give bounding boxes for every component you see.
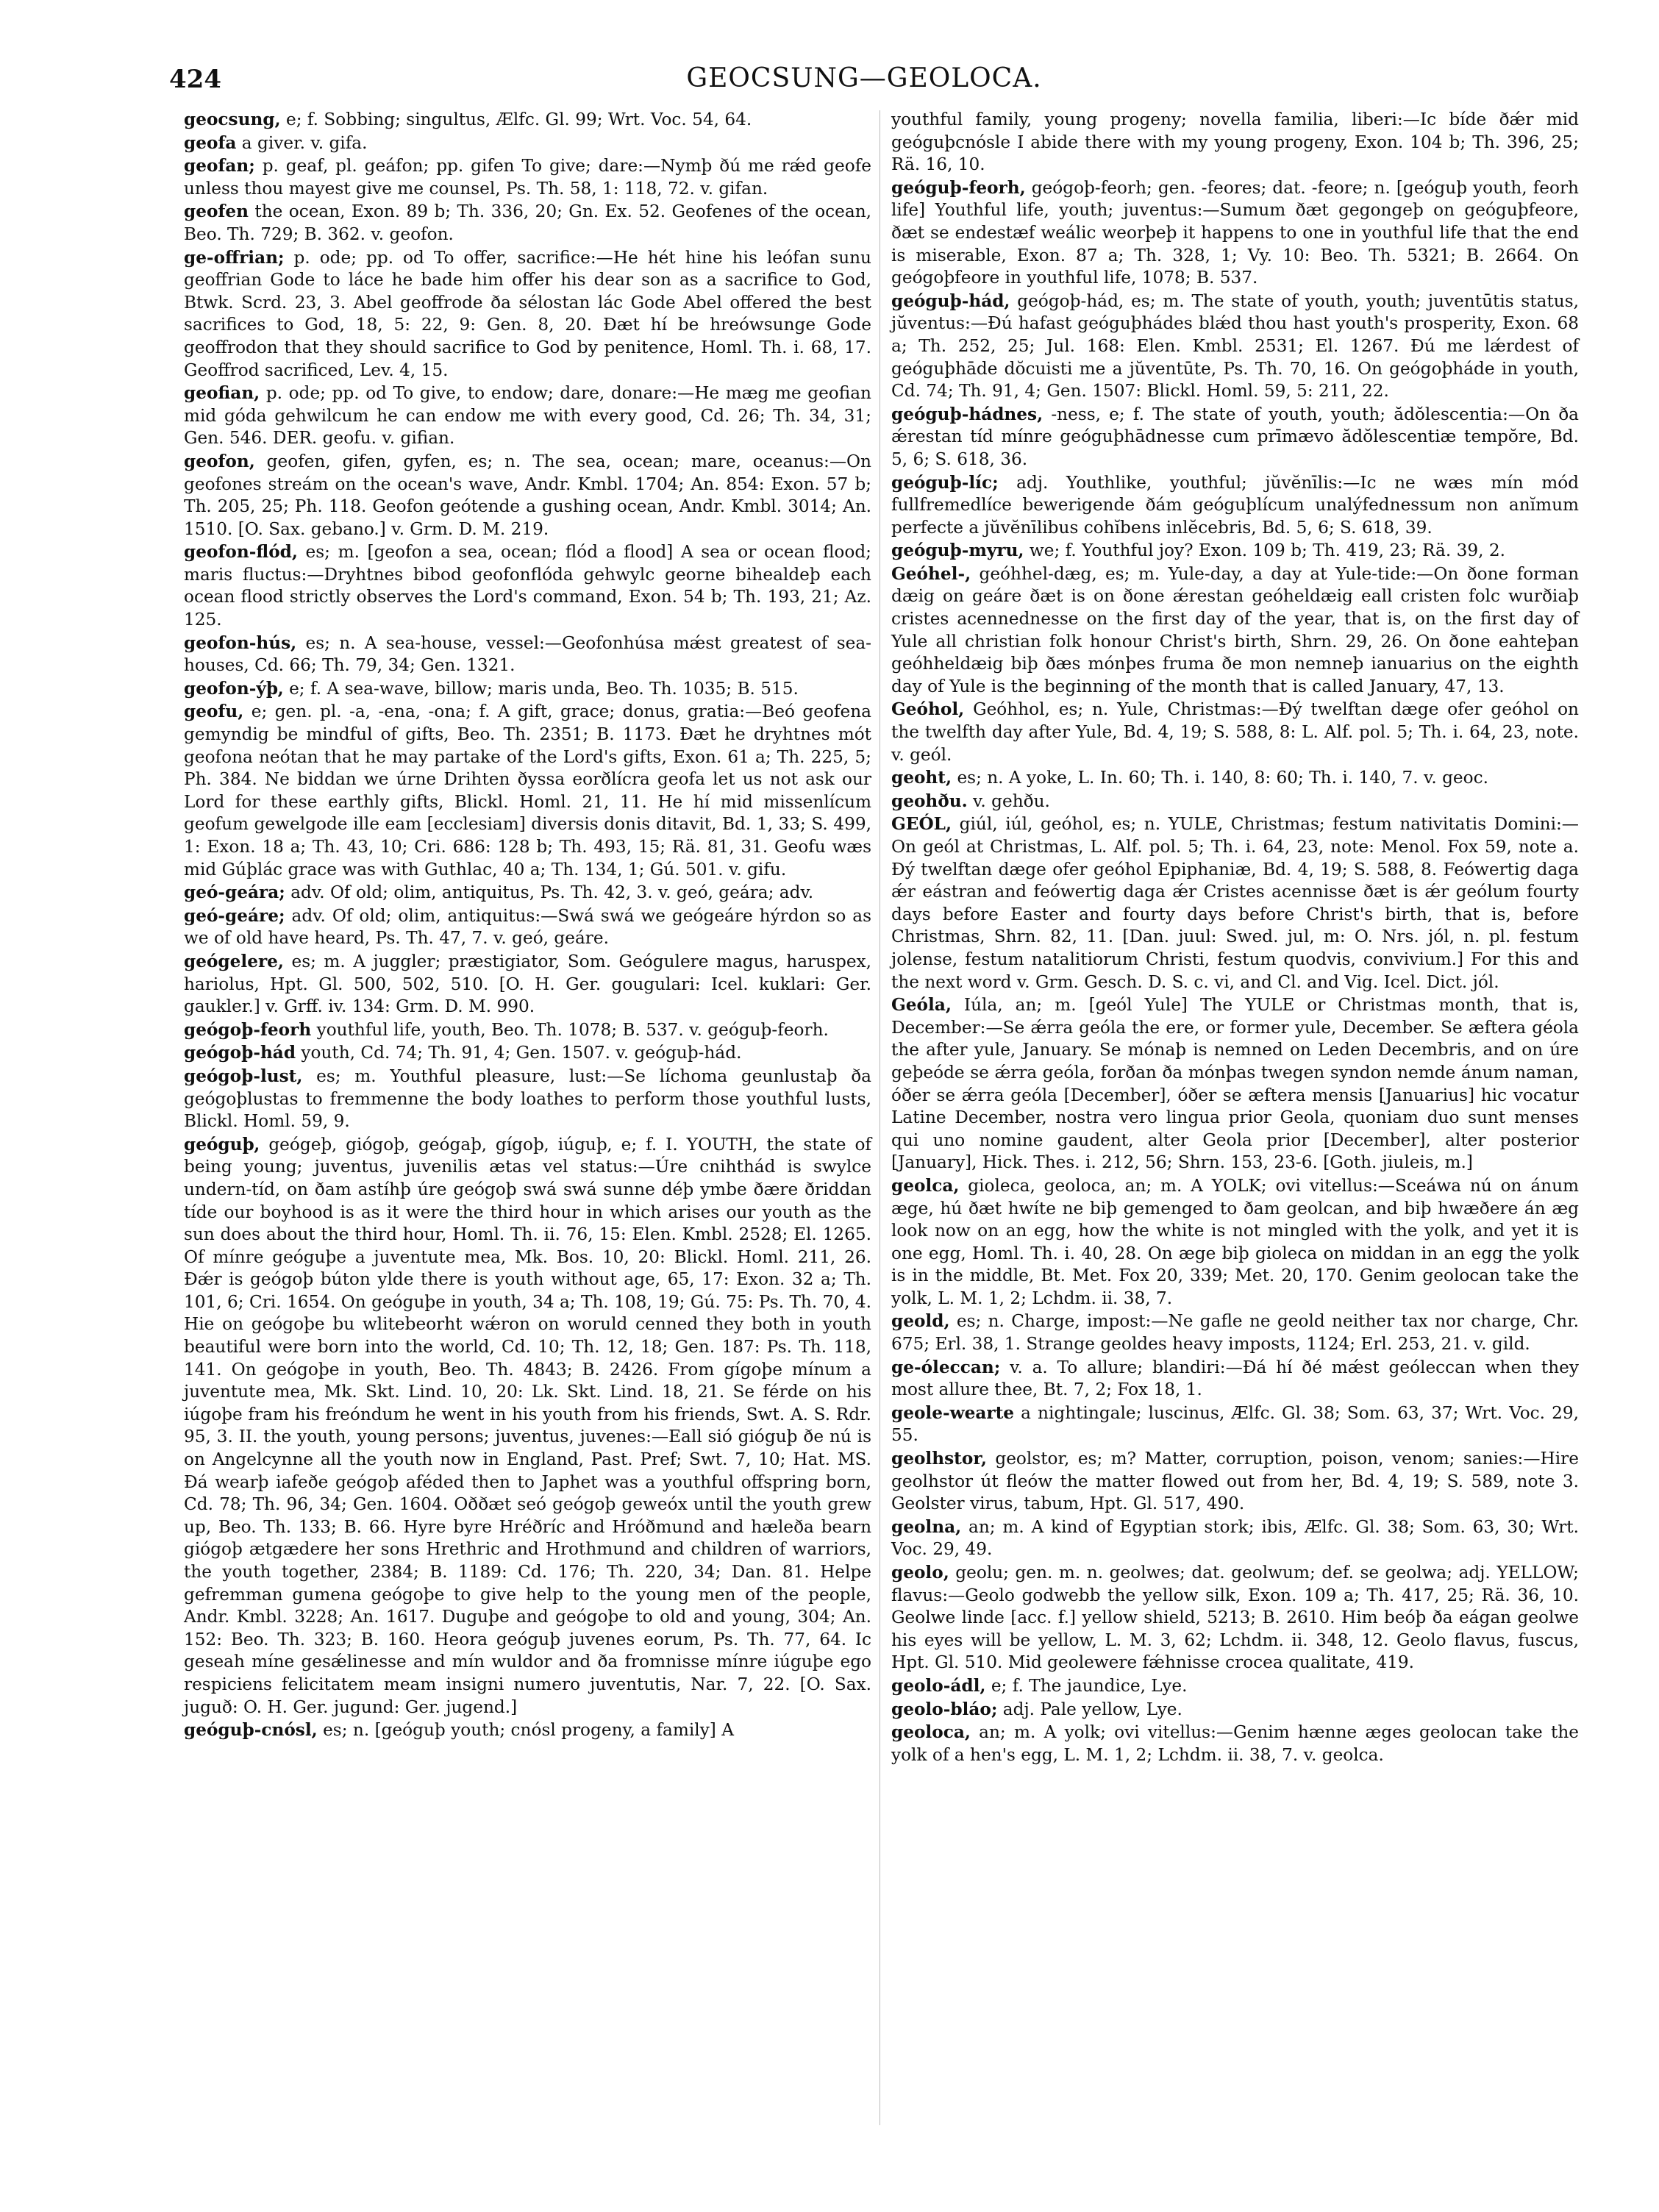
headword: geó-geára; — [184, 882, 285, 903]
headword: geofon-hús, — [184, 632, 297, 653]
entry-definition: geógoþ-feorh; gen. -feores; dat. -feore; n. [geóguþ youth, feorh life] Youthful life, youth; juventus:—Sumum ðæt gegongeþ on geóguþfeore, ðæt se endestæf weálic weorþeþ it happens to one in youthful life that the end is miserable, Exon. 87 a; Th. 328, 1; Vy. 10: Beo. Th. 5321; B. 2664. On geógoþfeore in youthful life, 1078; B. 537. — [891, 177, 1579, 288]
entry-definition: e; f. A sea-wave, billow; maris unda, Beo. Th. 1035; B. 515. — [283, 678, 799, 699]
entry-definition: geógoþ-hád, es; m. The state of youth, youth; juventūtis status, jŭventus:—Ðú hafast geóguþhádes blǽd thou hast youth's prosperity, Exon. 68 a; Th. 252, 25; Jul. 168: Elen. Kmbl. 2531; El. 1267. Ðú me lǽrdest of geóguþhāde dŏcuisti me a jŭventūte, Ps. Th. 70, 16. On geógoþháde in youth, Cd. 74; Th. 91, 4; Gen. 1507: Blickl. Homl. 59, 5: 211, 22. — [891, 290, 1579, 402]
entry-definition: adj. Youthlike, youthful; jŭvĕnīlis:—Ic ne wæs mín mód fullfremedlíce bewerigende ðám geóguþlícum unalýfednessum non anĭmum perfecte a jŭvĕnīlibus cohĭbens inlĕcebris, Bd. 5, 6; S. 618, 39. — [891, 472, 1579, 538]
dictionary-entry — [891, 1310, 1579, 1355]
entry-definition: p. geaf, pl. geáfon; pp. gifen To give; dare:—Nymþ ðú me rǽd geofe unless thou mayest give me counsel, Ps. Th. 58, 1: 118, 72. v. gifan. — [184, 156, 871, 199]
headword: geógoþ-hád — [184, 1043, 296, 1063]
dictionary-entry — [184, 1719, 871, 1742]
entry-definition: geolstor, es; m? Matter, corruption, poison, venom; sanies:—Hire geolhstor út fleów the matter flowed out from her, Bd. 4, 19; S. 589, note 3. Geolster virus, tabum, Hpt. Gl. 517, 490. — [891, 1449, 1579, 1514]
headword: geógoþ-lust, — [184, 1066, 303, 1086]
running-title: GEOCSUNG—GEOLOCA. — [686, 63, 1042, 93]
headword: geóguþ-feorh, — [891, 177, 1026, 198]
headword: geolca, — [891, 1175, 960, 1196]
headword: geocsung, — [184, 110, 281, 129]
dictionary-entry — [891, 472, 1579, 540]
headword: geóguþ-hád, — [891, 290, 1010, 311]
dictionary-entry — [184, 1019, 871, 1042]
page-header — [169, 57, 1559, 101]
entry-definition: adj. Pale yellow, Lye. — [997, 1699, 1182, 1719]
headword: geógoþ-feorh — [184, 1019, 312, 1040]
entry-definition: es; n. Charge, impost:—Ne gafle ne geold neither tax nor charge, Chr. 675; Erl. 38, 1. Strange geoldes heavy imposts, 1124; Erl. 253, 21. v. gild. — [891, 1311, 1579, 1355]
headword: Geóhel-, — [891, 563, 971, 584]
dictionary-entry — [184, 109, 871, 132]
entry-definition: Iúla, an; m. [geól Yule] The YULE or Christmas month, that is, December:—Se ǽrra geóla the ere, or former yule, December. Se æftera géola the after yule, January. Se mónaþ is nemned on Leden Decembris, and on úre geþeóde se ǽrra geóla, forðan ða mónþas twegen syndon nemde ánum naman, óðer se ǽrra geóla [December], óðer se æftera mensis [Januarius] hic vocatur Latine December, nostra vero lingua prior Geola, quoniam duo sunt menses qui uno nomine gaudent, alter Geola prior [December], alter posterior [January], Hick. Thes. i. 212, 56; Shrn. 153, 23-6. [Goth. jiuleis, m.] — [891, 995, 1579, 1173]
entry-definition: Geóhhol, es; n. Yule, Christmas:—Ðý twelftan dæge ofer geóhol on the twelfth day after Yule, Bd. 4, 19; S. 588, 8: L. Alf. pol. 5; Th. i. 64, 23, note. v. geól. — [891, 699, 1579, 765]
dictionary-entry — [891, 1357, 1579, 1402]
entry-definition: -ness, e; f. The state of youth, youth; ădŏlescentia:—On ða ǽrestan tíd mínre geóguþhādnesse cum prīmævo ădŏlescentiæ tempŏre, Bd. 5, 6; S. 618, 36. — [891, 404, 1579, 469]
headword: geofan; — [184, 156, 255, 176]
dictionary-entry — [891, 1675, 1579, 1698]
entry-definition: es; m. [geofon a sea, ocean; flód a flood] A sea or ocean flood; maris fluctus:—Dryhtnes bibod geofonflóda gehwylc georne bihealdeþ each ocean flood strictly observes the Lord's command, Exon. 54 b; Th. 193, 21; Az. 125. — [184, 542, 871, 630]
entry-definition: v. a. To allure; blandiri:—Ðá hí ðé mǽst geóleccan when they most allure thee, Bt. 7, 2; Fox 18, 1. — [891, 1357, 1579, 1400]
entry-definition: geofen, gifen, gyfen, es; n. The sea, ocean; mare, oceanus:—On geofones streám on the ocean's wave, Andr. Kmbl. 1704; An. 854: Exon. 57 b; Th. 205, 25; Ph. 118. Geofon geótende a gushing ocean, Andr. Kmbl. 3014; An. 1510. [O. Sax. gebano.] v. Grm. D. M. 219. — [184, 451, 871, 539]
entry-definition: p. ode; pp. od To give, to endow; dare, donare:—He mæg me geofian mid góda gehwilcum he can endow me with every good, Cd. 26; Th. 34, 31; Gen. 546. DER. geofu. v. gifian. — [184, 383, 871, 449]
entry-definition: a giver. v. gifa. — [236, 132, 368, 153]
entry-definition: youthful life, youth, Beo. Th. 1078; B. 537. v. geóguþ-feorh. — [311, 1019, 829, 1040]
dictionary-entry — [184, 951, 871, 1018]
headword: geofu, — [184, 702, 244, 722]
dictionary-entry — [184, 1134, 871, 1719]
entry-definition: es; m. A juggler; præstigiator, Som. Geógulere magus, haruspex, hariolus, Hpt. Gl. 500, 502, 510. [O. H. Ger. gougulari: Icel. kuklari: Ger. gaukler.] v. Grff. iv. 134: Grm. D. M. 990. — [184, 951, 871, 1017]
dictionary-entry — [891, 1402, 1579, 1447]
headword: geofian, — [184, 383, 260, 404]
entry-definition: youth, Cd. 74; Th. 91, 4; Gen. 1507. v. geóguþ-hád. — [296, 1043, 742, 1063]
dictionary-entry — [891, 994, 1579, 1174]
dictionary-entry — [184, 701, 871, 881]
dictionary-entry — [184, 1066, 871, 1133]
dictionary-entry — [184, 451, 871, 540]
entry-definition: geógeþ, giógoþ, geógaþ, gígoþ, iúguþ, e; f. I. YOUTH, the state of being young; juventus, juvenilis ætas vel status:—Úre cnihthád is swylce undern-tíd, on ðam astíhþ úre geógoþ swá swá sunne déþ ymbe ðære ðriddan tíde our boyhood is as it were the third hour in which arises our youth as the sun does about the third hour, Homl. Th. ii. 76, 15: Elen. Kmbl. 2528; El. 1265. Of mínre geóguþe a juventute mea, Mk. Bos. 10, 20: Blickl. Homl. 211, 26. Ðǽr is geógoþ búton ylde there is youth without age, 65, 17: Exon. 32 a; Th. 101, 6; Cri. 1654. On geóguþe in youth, 34 a; Th. 108, 19; Gú. 75: Ps. Th. 70, 4. Hie on geógoþe bu wlitebeorht wǽron on woruld cenned they both in youth beautiful were born into the world, Cd. 10; Th. 12, 18; Gen. 187: Ps. Th. 118, 141. On geógoþe in youth, Beo. Th. 4843; B. 2426. From gígoþe mínum a juventute mea, Mk. Skt. Lind. 10, 20: Lk. Skt. Lind. 18, 21. Se férde on his iúgoþe fram his freóndum he went in his youth from his friends, Swt. A. S. Rdr. 95, 3. II. the youth, young persons; juventus, juvenes:—Eall sió gióguþ ðe nú is on Angelcynne all the youth now in England, Past. Pref; Swt. 7, 10; Hat. MS. Ðá wearþ iafeðe geógoþ aféded then to Japhet was a youthful offspring born, Cd. 78; Th. 96, 34; Gen. 1604. Oððæt seó geógoþ geweóx until the youth grew up, Beo. Th. 133; B. 66. Hyre byre Hréðríc and Hróðmund and hæleða bearn giógoþ ætgædere her sons Hrethric and Hrothmund and children of warriors, the youth together, 2384; B. 1189: Cd. 176; Th. 220, 34; Dan. 81. Helpe gefremman gumena geógoþe to give help to the young men of the people, Andr. Kmbl. 3228; An. 1617. Duguþe and geógoþe to old and young, 304; An. 152: Beo. Th. 323; B. 160. Heora geóguþ juvenes eorum, Ps. Th. 77, 64. Ic geseah míne gesǽlinesse and mín wuldor and ða fromnisse mínre iúguþe ego respiciens felicitatem meam insigni numero juventutis, Nar. 7, 22. [O. Sax. juguð: O. H. Ger. jugund: Ger. jugend.] — [184, 1134, 871, 1717]
headword: geofa — [184, 132, 237, 153]
dictionary-entry — [184, 678, 871, 701]
entry-definition: p. ode; pp. od To offer, sacrifice:—He hét hine his leófan sunu geoffrian Gode to láce he bade him offer his dear son as a sacrifice to God, Btwk. Scrd. 23, 3. Abel geoffrode ða sélostan lác Gode Abel offered the best sacrifices to God, 18, 5: 22, 9: Gen. 8, 20. Ðæt hí be hreówsunge Gode geoffrodon that they should sacrifice to God by penitence, Homl. Th. i. 68, 17. Geoffrod sacrificed, Lev. 4, 15. — [184, 247, 871, 380]
dictionary-entry — [184, 247, 871, 382]
entry-definition: e; gen. pl. -a, -ena, -ona; f. A gift, grace; donus, gratia:—Beó geofena gemyndig be mindful of gifts, Beo. Th. 2351; B. 1173. Ðæt he dryhtnes mót geofona neótan that he may partake of the Lord's gifts, Exon. 61 a; Th. 225, 5; Ph. 384. Ne biddan we úrne Drihten ðyssa eorðlícra geofa let us not ask our Lord for these earthly gifts, Blickl. Homl. 21, 11. He hí mid missenlícum geofum gewelgode ille eam [ecclesiam] diversis donis ditavit, Bd. 1, 33; S. 499, 1: Exon. 18 a; Th. 43, 10; Cri. 686: 128 b; Th. 493, 15; Rä. 81, 31. Geofu wæs mid Gúþlác grace was with Guthlac, 40 a; Th. 134, 1; Gú. 501. v. gifu. — [184, 702, 871, 880]
dictionary-entry — [891, 177, 1579, 290]
right-column — [891, 109, 1579, 1767]
entry-definition: an; m. A yolk; ovi vitellus:—Genim hænne æges geolocan take the yolk of a hen's egg, L. M. 1, 2; Lchdm. ii. 38, 7. v. geolca. — [891, 1722, 1579, 1765]
entry-definition: es; n. A yoke, L. In. 60; Th. i. 140, 8: 60; Th. i. 140, 7. v. geoc. — [952, 768, 1488, 788]
headword: geóguþ-hádnes, — [891, 404, 1043, 424]
headword: geoht, — [891, 768, 952, 788]
headword: geolna, — [891, 1516, 962, 1537]
entry-definition: adv. Of old; olim, antiquitus:—Swá swá we geógeáre hýrdon so as we of old have heard, Ps. Th. 47, 7. v. geó, geáre. — [184, 905, 871, 949]
dictionary-entry — [891, 1448, 1579, 1516]
dictionary-entry — [184, 201, 871, 246]
dictionary-entry — [184, 905, 871, 950]
headword: ge-offrian; — [184, 247, 285, 268]
dictionary-entry — [891, 813, 1579, 993]
entry-definition: adv. Of old; olim, antiquitus, Ps. Th. 42, 3. v. geó, geára; adv. — [285, 882, 814, 903]
headword: geold, — [891, 1311, 950, 1332]
entry-definition: the ocean, Exon. 89 b; Th. 336, 20; Gn. Ex. 52. Geofenes of the ocean, Beo. Th. 729; B. 362. v. geofon. — [184, 201, 871, 244]
dictionary-entry — [891, 1722, 1579, 1766]
headword: geole-wearte — [891, 1402, 1015, 1423]
dictionary-entry — [891, 791, 1579, 813]
headword: geóguþ, — [184, 1134, 260, 1155]
dictionary-entry — [891, 767, 1579, 790]
entry-definition: an; m. A kind of Egyptian stork; ibis, Ælfc. Gl. 38; Som. 63, 30; Wrt. Voc. 29, 49. — [891, 1516, 1579, 1560]
headword: GEÓL, — [891, 814, 952, 835]
headword: geofon-flód, — [184, 542, 298, 563]
entry-definition: we; f. Youthful joy? Exon. 109 b; Th. 419, 23; Rä. 39, 2. — [1024, 540, 1505, 561]
dictionary-entry — [891, 1516, 1579, 1561]
entry-definition: es; m. Youthful pleasure, lust:—Se líchoma geunlustaþ ða geógoþlustas to fremmenne the body loathes to perform those youthful lusts, Blickl. Homl. 59, 9. — [184, 1066, 871, 1132]
entry-definition: gioleca, geoloca, an; m. A YOLK; ovi vitellus:—Sceáwa nú on ánum æge, hú ðæt hwíte ne biþ gemenged to ðam geolcan, and biþ hwæðere án æg look now on an egg, how the white is not mingled with the yolk, and yet it is one egg, Homl. Th. i. 40, 28. On æge biþ gioleca on middan in an egg the yolk is in the middle, Bt. Met. Fox 20, 339; Met. 20, 170. Genim geolocan take the yolk, L. M. 1, 2; Lchdm. ii. 38, 7. — [891, 1175, 1579, 1308]
entry-definition: es; n. [geóguþ youth; cnósl progeny, a family] A — [317, 1720, 734, 1741]
page-number: 424 — [169, 65, 221, 94]
dictionary-entry — [891, 1699, 1579, 1722]
headword: geó-geáre; — [184, 905, 285, 926]
entry-definition: es; n. A sea-house, vessel:—Geofonhúsa mǽst greatest of sea-houses, Cd. 66; Th. 79, 34; Gen. 1321. — [184, 632, 871, 676]
left-column — [184, 109, 871, 1743]
dictionary-entry — [891, 290, 1579, 403]
dictionary-entry — [891, 1562, 1579, 1674]
dictionary-entry — [891, 563, 1579, 699]
headword: geolo, — [891, 1563, 949, 1583]
entry-definition: e; f. The jaundice, Lye. — [985, 1675, 1188, 1696]
headword: geohðu. — [891, 791, 968, 811]
entry-definition: e; f. Sobbing; singultus, Ælfc. Gl. 99; Wrt. Voc. 54, 64. — [280, 110, 752, 129]
dictionary-entry — [891, 1175, 1579, 1310]
entry-definition: v. gehðu. — [967, 791, 1050, 811]
dictionary-entry — [891, 404, 1579, 471]
dictionary-entry — [184, 632, 871, 677]
headword: Geóla, — [891, 995, 952, 1016]
headword: geóguþ-cnósl, — [184, 1720, 318, 1741]
headword: geolo-bláo; — [891, 1699, 998, 1719]
dictionary-entry — [891, 540, 1579, 563]
headword: geóguþ-myru, — [891, 540, 1024, 561]
entry-definition: geolu; gen. m. n. geolwes; dat. geolwum; def. se geolwa; adj. YELLOW; flavus:—Geolo godwebb the yellow silk, Exon. 109 a; Th. 417, 25; Rä. 36, 10. Geolwe linde [acc. f.] yellow shield, 5213; B. 2610. Him beóþ ða eágan geolwe his eyes will be yellow, L. M. 3, 62; Lchdm. ii. 348, 12. Geolo flavus, fuscus, Hpt. Gl. 510. Mid geolewere fǽhnisse crocea qualitate, 419. — [891, 1563, 1579, 1673]
dictionary-entry — [184, 1042, 871, 1065]
headword: geóguþ-líc; — [891, 472, 999, 493]
entry-definition: a nightingale; luscinus, Ælfc. Gl. 38; Som. 63, 37; Wrt. Voc. 29, 55. — [891, 1402, 1579, 1446]
headword: Geóhol, — [891, 699, 965, 720]
dictionary-entry — [891, 109, 1579, 176]
entry-definition: giúl, iúl, geóhol, es; n. YULE, Christmas; festum nativitatis Domini:—On geól at Christmas, L. Alf. pol. 5; Th. i. 64, 23, note: Menol. Fox 59, note a. Ðý twelftan dæge ofer geóhol Epiphaniæ, Bd. 4, 19; S. 588, 8. Feówertig daga ǽr eástran and feówertig daga ǽr Cristes acennisse ðæt is ǽr geólum fourty days before Easter and fourty days before Christ's birth, that is, before Christmas, Shrn. 82, 11. [Dan. juul: Swed. jul, m: O. Nrs. jól, n. pl. festum jolense, festum natalitiorum Christi, festum quodvis, convivium.] For this and the next word v. Grm. Gesch. D. S. c. vi, and Cl. and Vig. Icel. Dict. jól. — [891, 814, 1579, 992]
headword: geoloca, — [891, 1722, 971, 1743]
entry-definition: geóhhel-dæg, es; m. Yule-day, a day at Yule-tide:—On ðone forman dæig on geáre ðæt is on ðone ǽrestan geóheldæig eall cristen folc wurðiaþ cristes acennednesse on the first day of the year, that is, on the first day of Yule all christian folk honour Christ's birth, Shrn. 29, 26. On ðone eahteþan geóhheldæig biþ ðæs mónþes fruma ðe mon nemneþ ianuarius on the eighth day of Yule is the beginning of the month that is called January, 47, 13. — [891, 563, 1579, 696]
dictionary-entry — [184, 155, 871, 200]
headword: geolhstor, — [891, 1449, 987, 1469]
headword: geolo-ádl, — [891, 1675, 986, 1696]
headword: geógelere, — [184, 951, 285, 971]
dictionary-entry — [184, 132, 871, 155]
dictionary-entry — [184, 541, 871, 631]
headword: geofon-ýþ, — [184, 678, 284, 699]
headword: geofen — [184, 201, 249, 222]
headword: ge-óleccan; — [891, 1357, 1001, 1377]
entry-definition: youthful family, young progeny; novella familia, liberi:—Ic bíde ðǽr mid geóguþcnósle I abide there with my young progeny, Exon. 104 b; Th. 396, 25; Rä. 16, 10. — [891, 110, 1579, 175]
dictionary-entry — [891, 699, 1579, 766]
dictionary-entry — [184, 882, 871, 905]
dictionary-entry — [184, 382, 871, 450]
headword: geofon, — [184, 451, 255, 471]
